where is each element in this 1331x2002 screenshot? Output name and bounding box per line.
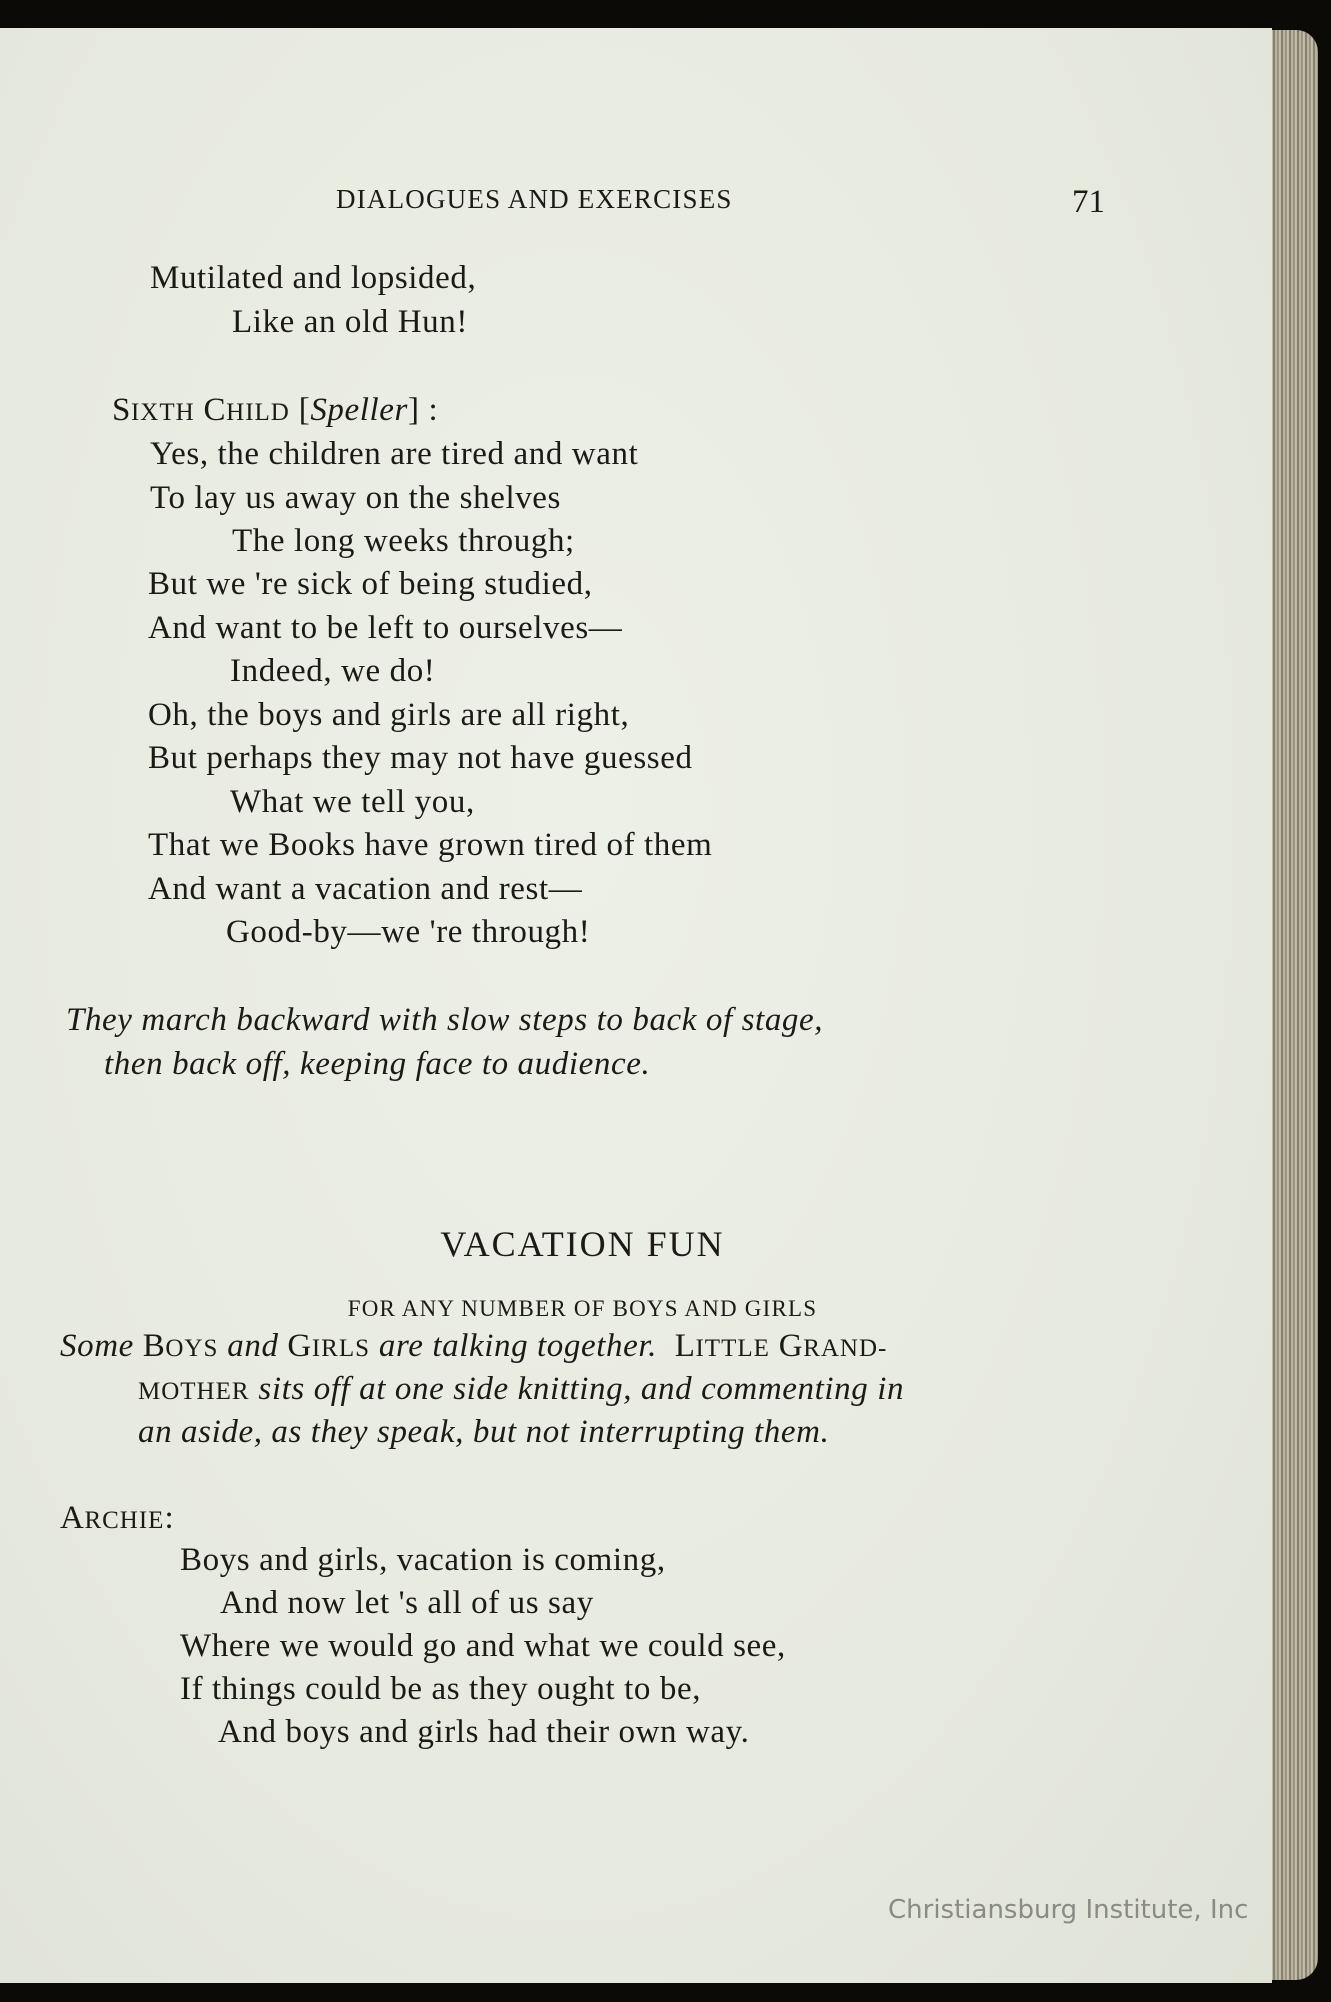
verse-line: Boys and girls, vacation is coming, [180,1542,666,1578]
stage-direction: Some BOYS and GIRLS are talking together. LITTLE GRAND- [60,1328,888,1364]
page-number: 71 [1072,184,1105,220]
verse-line: Like an old Hun! [232,304,468,340]
section-subtitle: FOR ANY NUMBER OF BOYS AND GIRLS [347,1296,818,1321]
verse-line: Where we would go and what we could see, [180,1628,786,1664]
verse-line: What we tell you, [230,784,475,820]
verse-line: If things could be as they ought to be, [180,1671,702,1707]
verse-line: Good-by—we 're through! [226,914,591,950]
role-label: Speller [310,392,409,428]
stage-direction: MOTHER sits off at one side knitting, and commenting in [138,1371,905,1407]
page-header [0,184,1272,224]
section-title: VACATION FUN [440,1224,725,1264]
verse-line: And boys and girls had their own way. [218,1714,750,1750]
verse-line: Mutilated and lopsided, [150,260,477,296]
verse-line: To lay us away on the shelves [150,480,561,516]
verse-line: Yes, the children are tired and want [150,436,639,472]
verse-line: The long weeks through; [232,523,575,559]
verse-line: That we Books have grown tired of them [148,827,713,863]
verse-line: But perhaps they may not have guessed [148,740,693,776]
speaker-sixth-child: SIXTH CHILD [Speller] : [112,392,439,428]
verse-line: And want to be left to ourselves— [148,610,623,646]
stage-direction: an aside, as they speak, but not interrupting them. [138,1414,830,1450]
stage-direction: They march backward with slow steps to back of stage, [66,1002,824,1038]
verse-line: And want a vacation and rest— [148,871,583,907]
watermark: Christiansburg Institute, Inc [888,1895,1249,1925]
page-edge [1268,30,1318,1980]
stage-direction: then back off, keeping face to audience. [104,1046,651,1082]
verse-line: And now let 's all of us say [220,1585,594,1621]
verse-line: Indeed, we do! [230,653,436,689]
speaker-archie: ARCHIE: [60,1500,175,1536]
verse-line: Oh, the boys and girls are all right, [148,697,630,733]
running-head: DIALOGUES AND EXERCISES [336,184,733,214]
book-page [0,28,1272,1983]
verse-line: But we 're sick of being studied, [148,566,593,602]
